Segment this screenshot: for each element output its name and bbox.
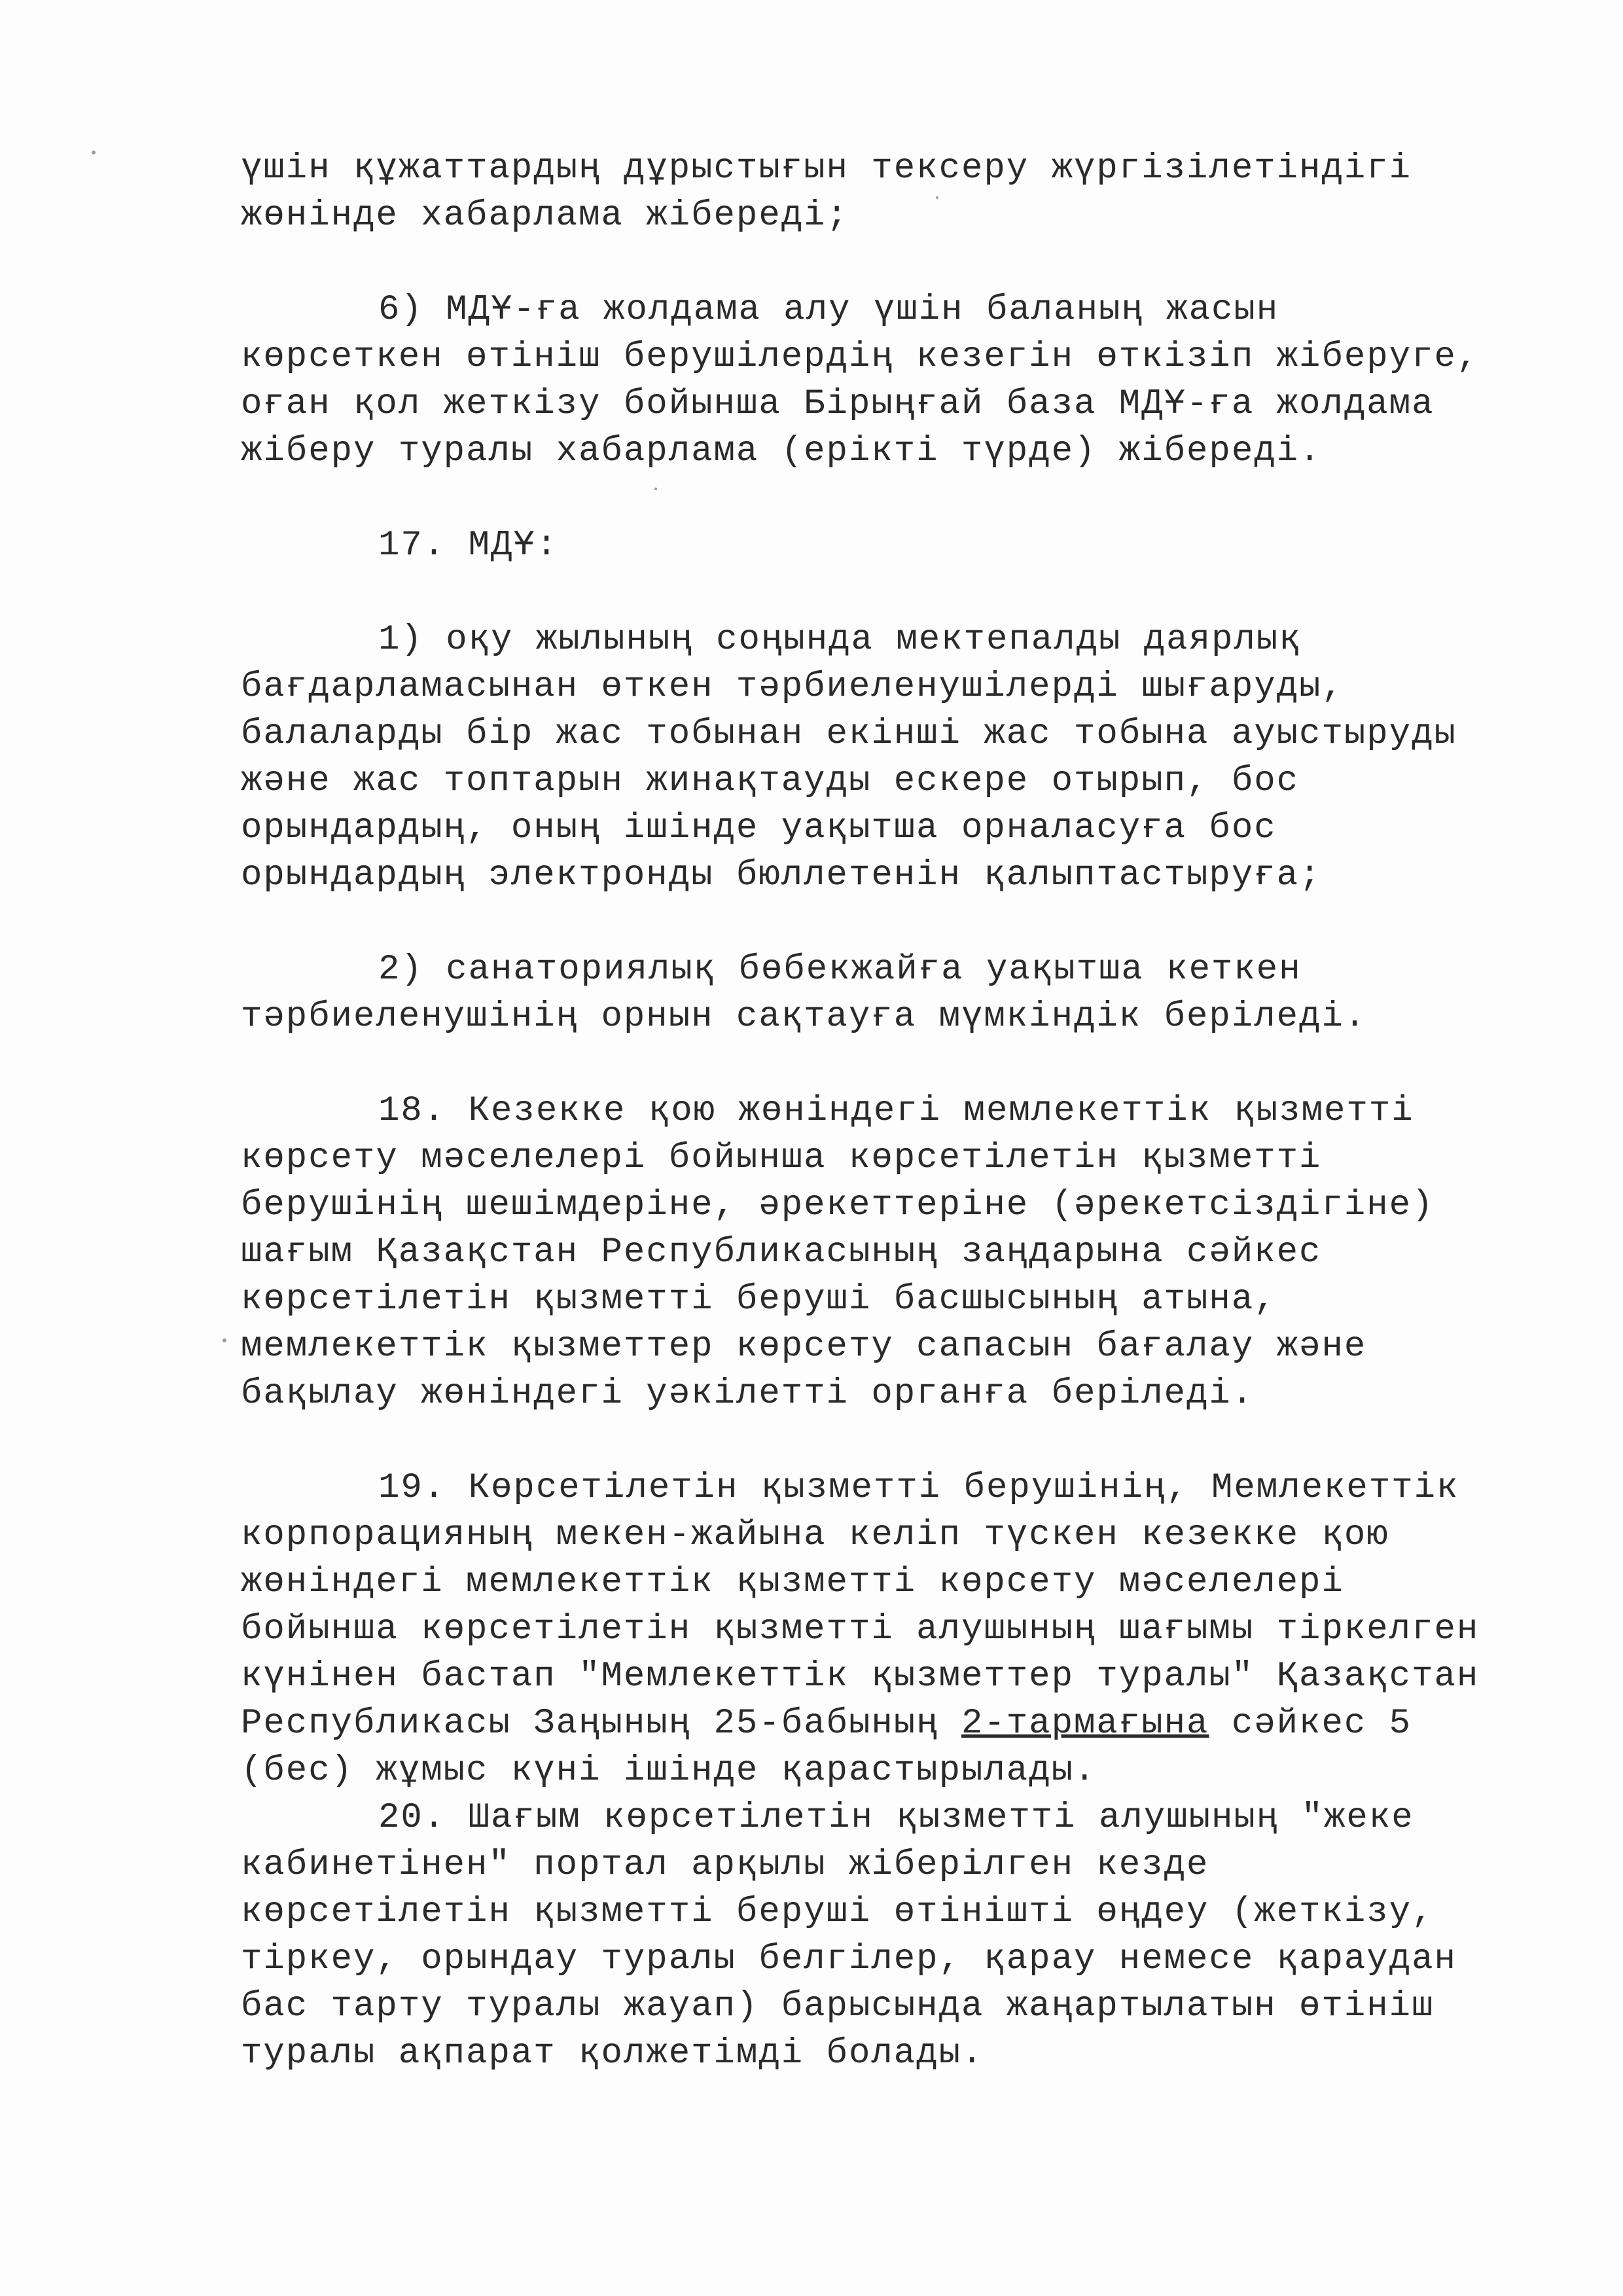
text-line: көрсеткен өтініш берушілердің кезегін өткізіп жіберуге,: [241, 337, 1480, 377]
text-line: (бес) жұмыс күні ішінде қарастырылады.: [241, 1751, 1097, 1791]
text-line: 20. Шағым көрсетілетін қызметті алушының "жеке: [378, 1798, 1414, 1838]
paragraph-gap: [241, 569, 1484, 617]
law-reference-link[interactable]: 2-тармағына: [961, 1704, 1209, 1744]
text-line: бас тарту туралы жауап) барысында жаңартылатын өтініш: [241, 1986, 1435, 2026]
text-line: 19. Көрсетілетін қызметті берушінің, Мемлекеттік: [378, 1468, 1459, 1508]
text-line: көрсетілетін қызметті беруші басшысының атына,: [241, 1280, 1277, 1319]
text-line: бақылау жөніндегі уәкілетті органға беріледі.: [241, 1374, 1255, 1414]
text-line: туралы ақпарат қолжетімді болады.: [241, 2034, 984, 2073]
text-line: көрсету мәселелері бойынша көрсетілетін қызметті: [241, 1138, 1322, 1178]
text-line: мемлекеттік қызметтер көрсету сапасын бағалау және: [241, 1327, 1367, 1367]
text-line: тәрбиеленушінің орнын сақтауға мүмкіндік беріледі.: [241, 997, 1367, 1037]
paragraph-gap: [241, 1418, 1484, 1465]
text-line: берушінің шешімдеріне, әрекеттеріне (әрекетсіздігіне): [241, 1185, 1435, 1225]
text-line: 18. Кезекке қою жөніндегі мемлекеттік қызметті: [378, 1091, 1414, 1131]
paragraph-gap: [241, 1041, 1484, 1088]
document-body: [241, 145, 1484, 2077]
paragraph-gap: [241, 899, 1484, 946]
scan-speck: [223, 1338, 226, 1342]
text-line: 2) санаториялық бөбекжайға уақытша кеткен: [378, 950, 1302, 990]
text-line: жөнінде хабарлама жібереді;: [241, 196, 849, 236]
text-line: корпорацияның мекен-жайына келіп түскен кезекке қою: [241, 1515, 1389, 1555]
text-line: оған қол жеткізу бойынша Бірыңғай база МДҰ-ға жолдама: [241, 384, 1435, 424]
text-segment: Республикасы Заңының 25-бабының: [241, 1704, 961, 1744]
scan-speck: [92, 151, 96, 154]
text-line: бойынша көрсетілетін қызметті алушының шағымы тіркелген: [241, 1609, 1480, 1649]
text-line: балаларды бір жас тобынан екінші жас тобына ауыстыруды: [241, 714, 1457, 754]
text-line: жіберу туралы хабарлама (ерікті түрде) жібереді.: [241, 431, 1322, 471]
text-line: 1) оқу жылының соңында мектепалды даярлық: [378, 620, 1302, 660]
text-line: орындардың электронды бюллетенін қалыптастыруға;: [241, 855, 1322, 895]
text-line: бағдарламасынан өткен тәрбиеленушілерді шығаруды,: [241, 667, 1344, 707]
text-line: [241, 1700, 1484, 1748]
text-line: жөніндегі мемлекеттік қызметті көрсету мәселелері: [241, 1562, 1344, 1602]
text-line: және жас топтарын жинақтауды ескере отырып, бос: [241, 761, 1300, 801]
text-line: 6) МДҰ-ға жолдама алу үшін баланың жасын: [378, 290, 1279, 330]
text-line: 17. МДҰ:: [378, 526, 559, 565]
paragraph-gap: [241, 475, 1484, 522]
text-line: тіркеу, орындау туралы белгілер, қарау немесе қараудан: [241, 1939, 1457, 1979]
text-line: шағым Қазақстан Республикасының заңдарына сәйкес: [241, 1232, 1322, 1272]
text-segment: сәйкес 5: [1209, 1704, 1412, 1744]
text-line: күнінен бастап "Мемлекеттік қызметтер туралы" Қазақстан: [241, 1657, 1480, 1696]
paragraph-gap: [241, 240, 1484, 287]
text-line: орындардың, оның ішінде уақытша орналасуға бос: [241, 808, 1277, 848]
text-line: үшін құжаттардың дұрыстығын тексеру жүргізілетіндігі: [241, 149, 1412, 188]
text-line: көрсетілетін қызметті беруші өтінішті өңдеу (жеткізу,: [241, 1892, 1435, 1932]
text-line: кабинетінен" портал арқылы жіберілген кезде: [241, 1845, 1209, 1885]
